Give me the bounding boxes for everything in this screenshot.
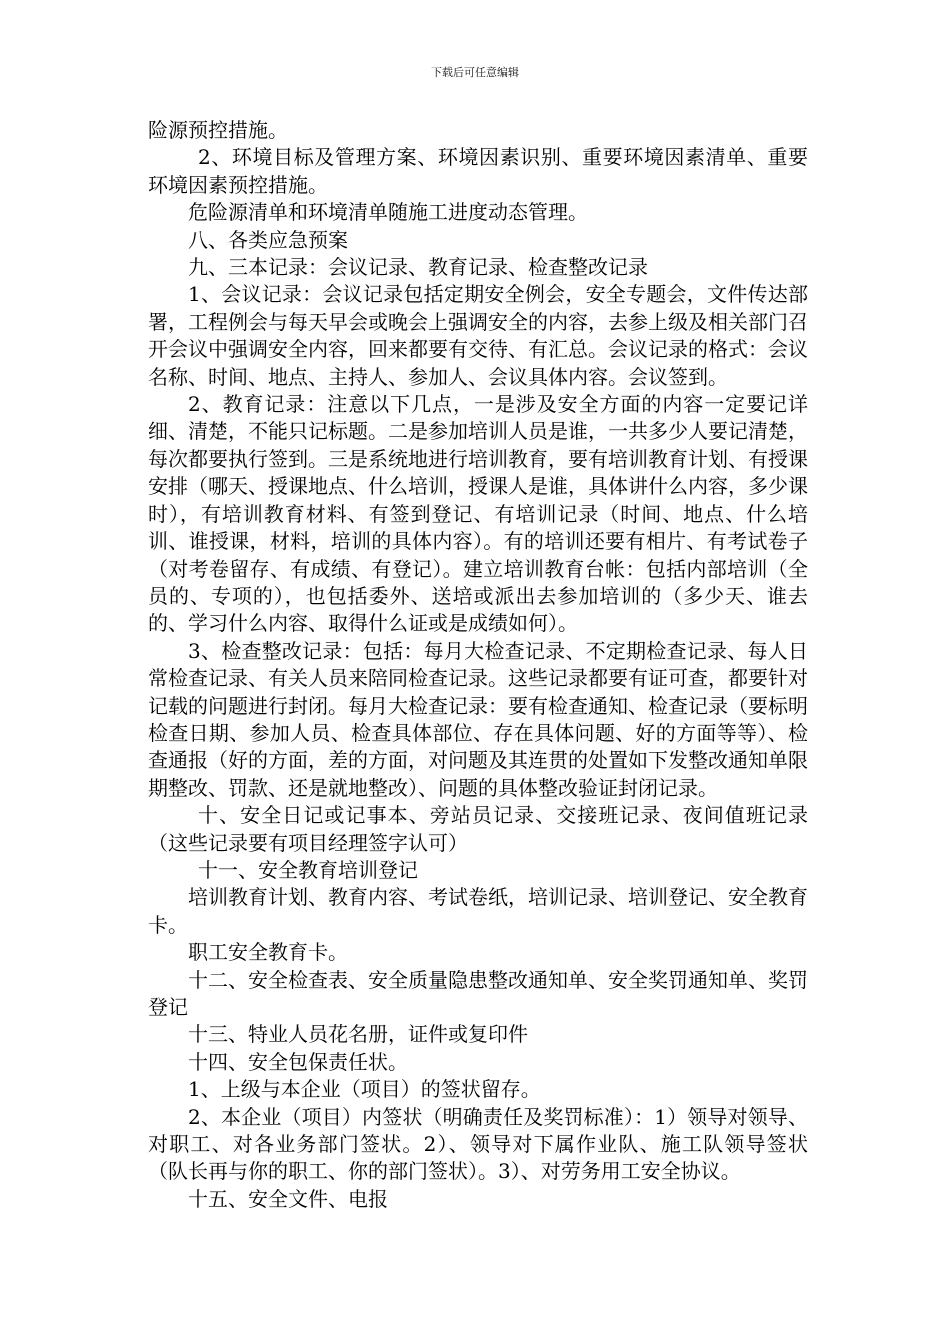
paragraph-internal-letters: 2、本企业（项目）内签状（明确责任及奖罚标准）：1）领导对领导、对职工、对各业务部门签状。2）、领导对下属作业队、施工队领导签状（队长再与你的职工、你的部门签状）。3）、对劳务用工安全协议。 xyxy=(148,1104,808,1184)
heading-emergency-plans: 八、各类应急预案 xyxy=(188,227,348,252)
heading-safety-documents: 十五、安全文件、电报 xyxy=(188,1186,388,1211)
paragraph-environment-targets: 2、环境目标及管理方案、环境因素识别、重要环境因素清单、重要环境因素预控措施。 xyxy=(148,145,808,197)
heading-three-records: 九、三本记录：会议记录、教育记录、检查整改记录 xyxy=(188,255,648,280)
paragraph-dynamic-management: 危险源清单和环境清单随施工进度动态管理。 xyxy=(188,200,588,225)
paragraph-hazard-control-cont: 险源预控措施。 xyxy=(148,118,288,142)
document-body xyxy=(148,117,808,1213)
paragraph-education-records: 2、教育记录：注意以下几点，一是涉及安全方面的内容一定要记详细、清楚，不能只记标题。二是参加培训人员是谁，一共多少人要记清楚，每次都要执行签到。三是系统地进行培训教育，要有培训教育计划、有授课安排（哪天、授课地点、什么培训，授课人是谁，具体讲什么内容，多少课时），有培训教育材料、有签到登记、有培训记录（时间、地点、什么培训、谁授课，材料，培训的具体内容）。有的培训还要有相片、有考试卷子（对考卷留存、有成绩、有登记）。建立培训教育台帐：包括内部培训（全员的、专项的），也包括委外、送培或派出去参加培训的（多少天、谁去的、学习什么内容、取得什么证或是成绩如何）。 xyxy=(148,392,808,636)
heading-safety-diary: 十、安全日记或记事本、旁站员记录、交接班记录、夜间值班记录（这些记录要有项目经理签字认可） xyxy=(148,803,808,855)
paragraph-training-items: 培训教育计划、教育内容、考试卷纸，培训记录、培训登记、安全教育卡。 xyxy=(148,885,808,937)
heading-special-workers: 十三、特业人员花名册，证件或复印件 xyxy=(188,1022,528,1047)
paragraph-employee-card: 职工安全教育卡。 xyxy=(188,940,348,965)
paragraph-meeting-records: 1、会议记录：会议记录包括定期安全例会，安全专题会，文件传达部署，工程例会与每天早会或晚会上强调安全的内容，去参上级及相关部门召开会议中强调安全内容，回来都要有交待、有汇总。会议记录的格式：会议名称、时间、地点、主持人、参加人、会议具体内容。会议签到。 xyxy=(148,282,808,389)
page-header: 下载后可任意编辑 xyxy=(431,66,519,79)
heading-responsibility-letters: 十四、安全包保责任状。 xyxy=(188,1049,408,1074)
heading-training-registration: 十一、安全教育培训登记 xyxy=(198,857,418,882)
heading-inspection-forms: 十二、安全检查表、安全质量隐患整改通知单、安全奖罚通知单、奖罚登记 xyxy=(148,967,808,1019)
paragraph-inspection-records: 3、检查整改记录：包括：每月大检查记录、不定期检查记录、每人日常检查记录、有关人员来陪同检查记录。这些记录都要有证可查，都要针对记载的问题进行封闭。每月大检查记录：要有检查通知、检查记录（要标明检查日期、参加人员、检查具体部位、存在具体问题、好的方面等等）、检查通报（好的方面，差的方面，对问题及其连贯的处置如下发整改通知单限期整改、罚款、还是就地整改）、问题的具体整改验证封闭记录。 xyxy=(148,638,808,800)
paragraph-superior-letters: 1、上级与本企业（项目）的签状留存。 xyxy=(188,1077,541,1102)
